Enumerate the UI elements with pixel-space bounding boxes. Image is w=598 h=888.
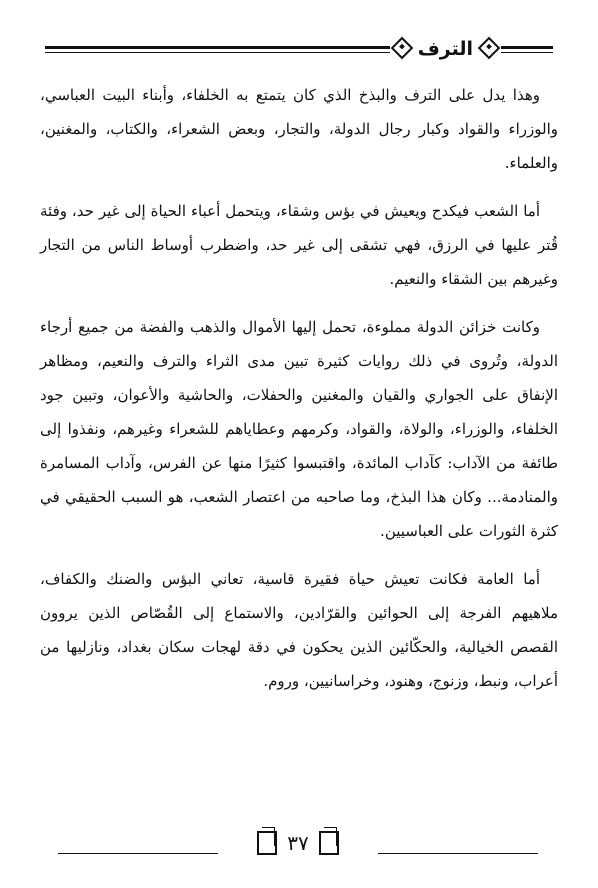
book-icon xyxy=(257,831,277,855)
header-title-text: الترف xyxy=(417,38,473,60)
running-header-title xyxy=(390,34,501,64)
book-icon xyxy=(319,831,339,855)
page-number: ٣٧ xyxy=(287,831,309,855)
body-text xyxy=(40,78,558,712)
paragraph-2: أما الشعب فيكدح ويعيش في بؤس وشقاء، ويتحمل أعباء الحياة إلى غير حد، وفئة قُتر عليها في الرزق، فهي تشقى إلى غير حد، واضطرب أوساط الناس من التجار وغيرهم بين الشقاء والنعيم. xyxy=(40,202,558,288)
footer-rule-left xyxy=(58,853,218,854)
paragraph-1: وهذا يدل على الترف والبذخ الذي كان يتمتع به الخلفاء، وأبناء البيت العباسي، والوزراء والقواد وكبار رجال الدولة، والتجار، وبعض الشعراء، والكتاب، والمغنين، والعلماء. xyxy=(40,86,558,172)
paragraph-3: وكانت خزائن الدولة مملوءة، تحمل إليها الأموال والذهب والفضة من جميع أرجاء الدولة، وتُروى في ذلك روايات كثيرة تبين مدى الثراء والترف والنعيم، ومظاهر الإنفاق على الجواري والقيان والمغنين والحفلات، والحاشية والأعوان، وتبين جود الخلفاء، والوزراء، والولاة، والقواد، وكرمهم وعطاياهم للشعراء وغيرهم، ونفذوا إلى طائفة من الآداب: كآداب المائدة، واقتبسوا كثيرًا منها عن الفرس، وآداب المسامرة والمنادمة... وكان هذا البذخ، وما صاحبه من اعتصار الشعب، هو السبب الحقيقي في كثرة الثورات على العباسيين. xyxy=(40,318,558,540)
diamond-ornament-icon xyxy=(478,37,501,60)
page-number-box xyxy=(253,826,343,860)
diamond-ornament-icon xyxy=(390,37,413,60)
page-footer xyxy=(58,826,538,862)
running-header xyxy=(45,34,553,64)
paragraph-4: أما العامة فكانت تعيش حياة فقيرة قاسية، تعاني البؤس والضنك والكفاف، ملاهيهم الفرجة إلى الحوائين والقرّادين، والاستماع إلى القُصّاص الذين يروون القصص الخيالية، والحكّائين الذين يحكون في دقة لهجات سكان بغداد، ونازليها من أعراب، ونبط، وزنوج، وهنود، وخراسانيين، وروم. xyxy=(40,570,558,690)
footer-rule-right xyxy=(378,853,538,854)
